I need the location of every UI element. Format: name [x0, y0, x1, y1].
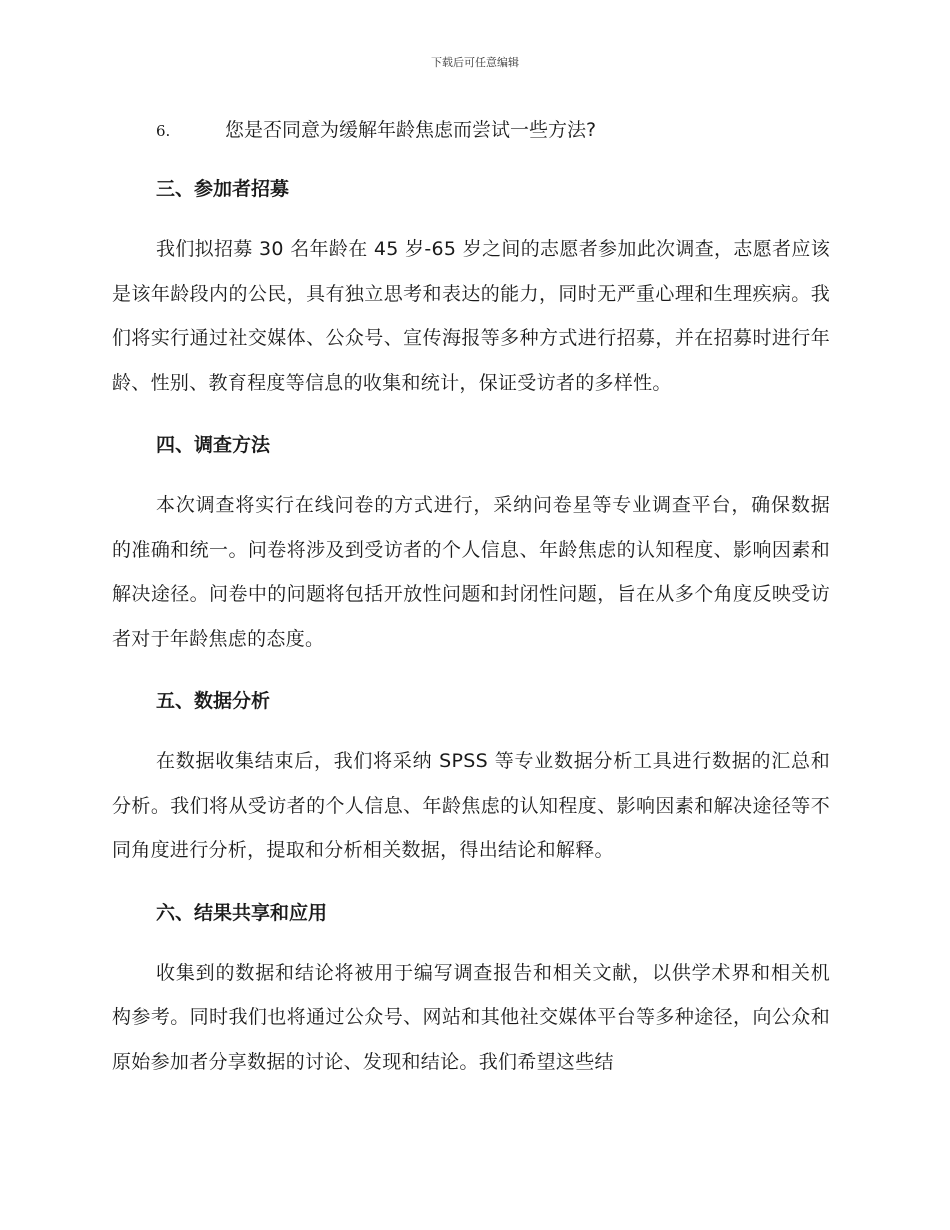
section-heading-analysis: 五、数据分析	[156, 690, 271, 712]
section-heading-method: 四、调查方法	[156, 434, 271, 456]
question-text: 您是否同意为缓解年龄焦虑而尝试一些方法?	[225, 119, 597, 141]
document-body	[112, 114, 830, 1108]
section-body-recruitment: 我们拟招募 30 名年龄在 45 岁-65 岁之间的志愿者参加此次调查，志愿者应该是该年龄段内的公民，具有独立思考和表达的能力，同时无严重心理和生理疾病。我们将实行通过社交媒体、公众号、宣传海报等多种方式进行招募，并在招募时进行年龄、性别、教育程度等信息的收集和统计，保证受访者的多样性。	[112, 238, 830, 394]
section-heading-sharing: 六、结果共享和应用	[156, 901, 328, 924]
section-body-analysis: 在数据收集结束后，我们将采纳 SPSS 等专业数据分析工具进行数据的汇总和分析。我们将从受访者的个人信息、年龄焦虑的认知程度、影响因素和解决途径等不同角度进行分析，提取和分析相关数据，得出结论和解释。	[112, 750, 830, 861]
section-heading-recruitment: 三、参加者招募	[156, 178, 290, 200]
section-body-method: 本次调查将实行在线问卷的方式进行，采纳问卷星等专业调查平台，确保数据的准确和统一。问卷将涉及到受访者的个人信息、年龄焦虑的认知程度、影响因素和解决途径。问卷中的问题将包括开放性问题和封闭性问题，旨在从多个角度反映受访者对于年龄焦虑的态度。	[112, 494, 830, 650]
section-body-sharing: 收集到的数据和结论将被用于编写调查报告和相关文献，以供学术界和相关机构参考。同时我们也将通过公众号、网站和其他社交媒体平台等多种途径，向公众和原始参加者分享数据的讨论、发现和结论。我们希望这些结	[112, 961, 830, 1073]
question-item	[112, 114, 830, 147]
header-note: 下载后可任意编辑	[431, 56, 519, 69]
question-number: 6.	[156, 122, 171, 140]
